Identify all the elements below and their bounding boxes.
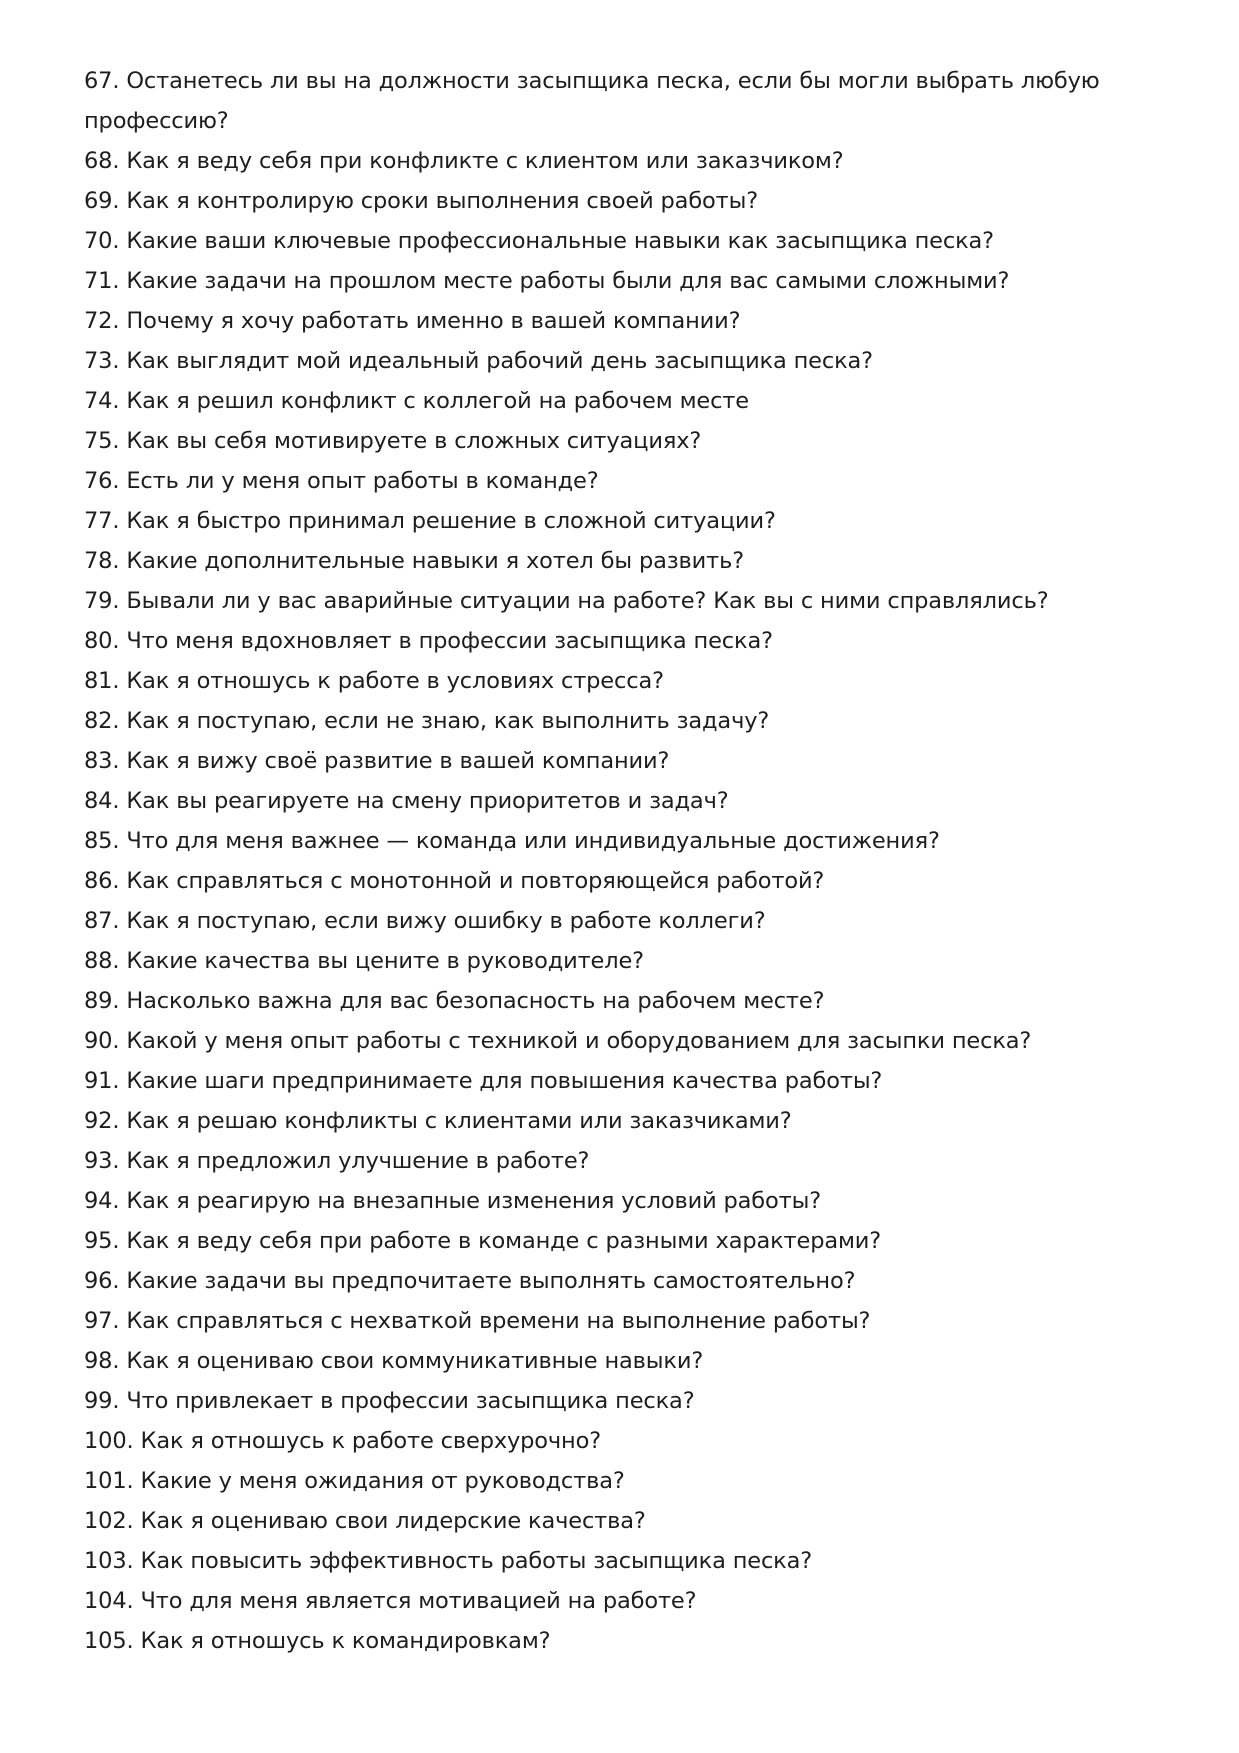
question-list (84, 61, 1164, 1661)
question-item: 69. Как я контролирую сроки выполнения своей работы? (84, 188, 759, 214)
question-item: 92. Как я решаю конфликты с клиентами или заказчиками? (84, 1108, 792, 1134)
question-item: 89. Насколько важна для вас безопасность на рабочем месте? (84, 988, 825, 1014)
question-item: 98. Как я оцениваю свои коммуникативные навыки? (84, 1348, 704, 1374)
question-item: 90. Какой у меня опыт работы с техникой и оборудованием для засыпки песка? (84, 1028, 1032, 1054)
question-item: 70. Какие ваши ключевые профессиональные навыки как засыпщика песка? (84, 228, 994, 254)
question-item: 88. Какие качества вы цените в руководителе? (84, 948, 644, 974)
question-item: 104. Что для меня является мотивацией на работе? (84, 1588, 697, 1614)
question-item: 68. Как я веду себя при конфликте с клиентом или заказчиком? (84, 148, 844, 174)
question-item: 76. Есть ли у меня опыт работы в команде? (84, 468, 599, 494)
question-item: 99. Что привлекает в профессии засыпщика песка? (84, 1388, 695, 1414)
question-item: 103. Как повысить эффективность работы засыпщика песка? (84, 1548, 813, 1574)
question-item: 82. Как я поступаю, если не знаю, как выполнить задачу? (84, 708, 770, 734)
question-item: 80. Что меня вдохновляет в профессии засыпщика песка? (84, 628, 773, 654)
question-item: 91. Какие шаги предпринимаете для повышения качества работы? (84, 1068, 883, 1094)
question-item: 83. Как я вижу своё развитие в вашей компании? (84, 748, 670, 774)
question-item: 75. Как вы себя мотивируете в сложных ситуациях? (84, 428, 702, 454)
question-item: 102. Как я оцениваю свои лидерские качества? (84, 1508, 646, 1534)
question-item: 97. Как справляться с нехваткой времени на выполнение работы? (84, 1308, 871, 1334)
question-item: 79. Бывали ли у вас аварийные ситуации на работе? Как вы с ними справлялись? (84, 588, 1049, 614)
question-item: 74. Как я решил конфликт с коллегой на рабочем месте (84, 388, 749, 414)
question-item: 93. Как я предложил улучшение в работе? (84, 1148, 590, 1174)
question-item: 94. Как я реагирую на внезапные изменения условий работы? (84, 1188, 822, 1214)
question-item: 81. Как я отношусь к работе в условиях стресса? (84, 668, 664, 694)
question-item: 100. Как я отношусь к работе сверхурочно? (84, 1428, 602, 1454)
question-item: 85. Что для меня важнее — команда или индивидуальные достижения? (84, 828, 940, 854)
question-item: 72. Почему я хочу работать именно в вашей компании? (84, 308, 741, 334)
question-item: 87. Как я поступаю, если вижу ошибку в работе коллеги? (84, 908, 766, 934)
question-item: 71. Какие задачи на прошлом месте работы были для вас самыми сложными? (84, 268, 1010, 294)
question-item: 78. Какие дополнительные навыки я хотел бы развить? (84, 548, 744, 574)
question-item: 95. Как я веду себя при работе в команде с разными характерами? (84, 1228, 882, 1254)
question-item: 67. Останетесь ли вы на должности засыпщика песка, если бы могли выбрать любую профессию? (84, 68, 1100, 134)
question-item: 101. Какие у меня ожидания от руководства? (84, 1468, 625, 1494)
question-item: 105. Как я отношусь к командировкам? (84, 1628, 551, 1654)
question-item: 96. Какие задачи вы предпочитаете выполнять самостоятельно? (84, 1268, 856, 1294)
question-item: 86. Как справляться с монотонной и повторяющейся работой? (84, 868, 825, 894)
question-item: 73. Как выглядит мой идеальный рабочий день засыпщика песка? (84, 348, 873, 374)
question-item: 84. Как вы реагируете на смену приоритетов и задач? (84, 788, 729, 814)
question-item: 77. Как я быстро принимал решение в сложной ситуации? (84, 508, 776, 534)
